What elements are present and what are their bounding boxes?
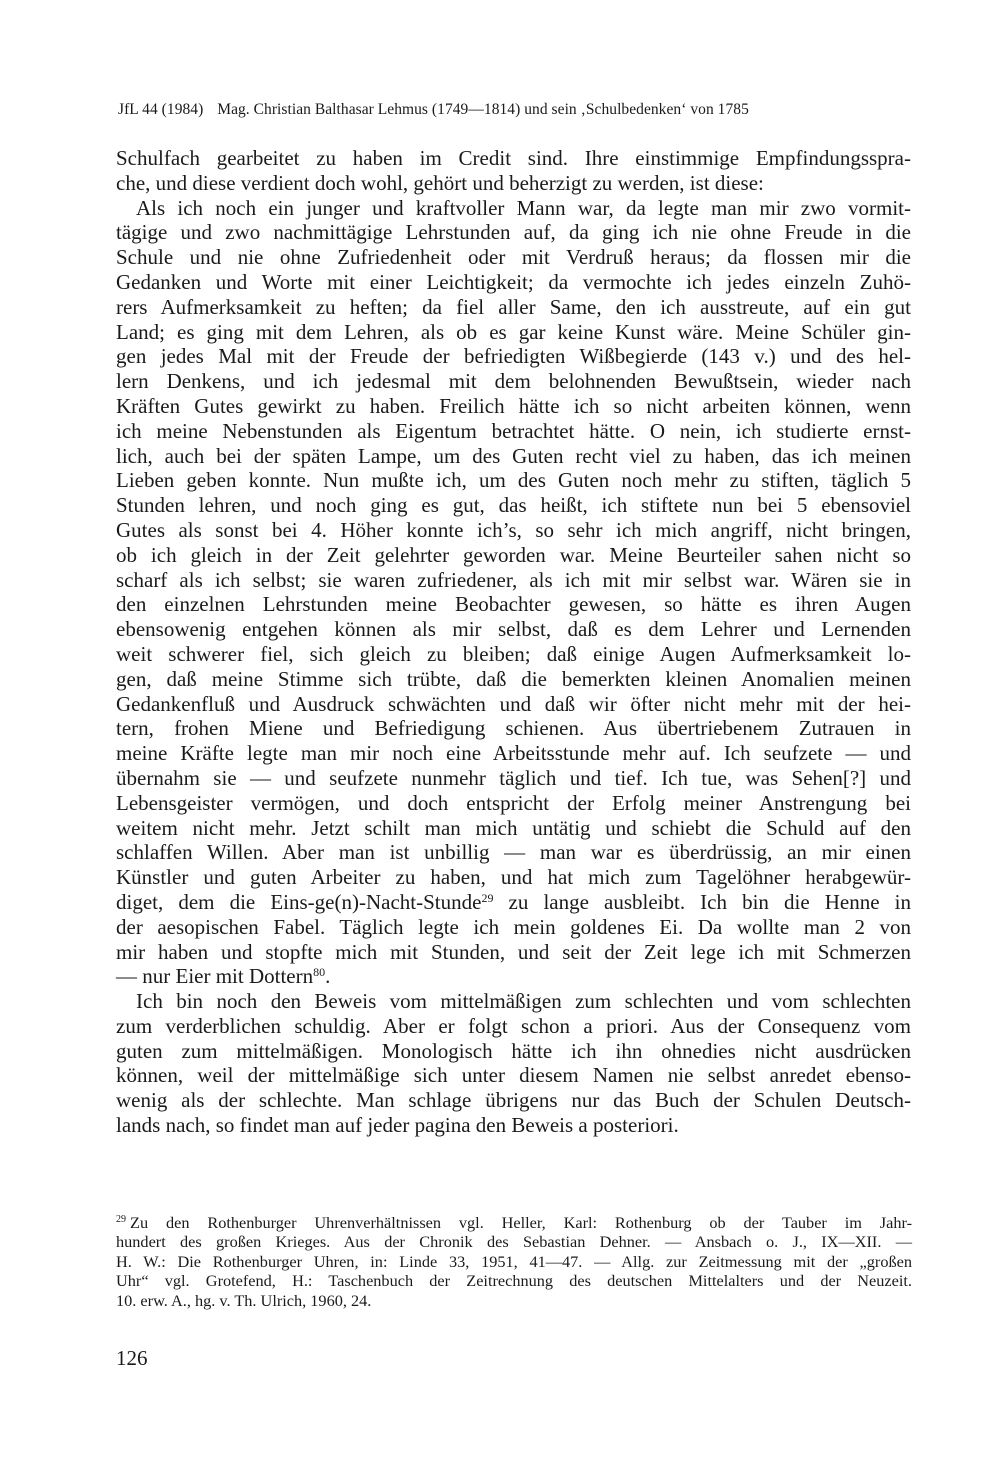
body-line (116, 766, 911, 791)
footnote-number: 29 (116, 1214, 126, 1225)
body-line (116, 245, 911, 270)
body-line (116, 1014, 911, 1039)
footnote-line (116, 1232, 912, 1251)
body-line-text: ebensowenig entgehen können als mir selbst, daß es dem Lehrer und Lernenden (116, 617, 911, 642)
body-line (116, 964, 911, 989)
body-line-text: Als ich noch ein junger und kraftvoller Mann war, da legte man mir zwo vormit- (136, 195, 911, 220)
body-line (116, 667, 911, 692)
body-line (116, 493, 911, 518)
body-line (116, 369, 911, 394)
footnote-line (116, 1213, 912, 1232)
body-line-text: den einzelnen Lehrstunden meine Beobachter gewesen, so hätte es ihren Augen (116, 592, 911, 617)
body-line-text: zum verderblichen schuldig. Aber er folgt schon a priori. Aus der Consequenz vom (116, 1013, 911, 1038)
body-line (116, 344, 911, 369)
body-line-text: schlaffen Willen. Aber man ist unbillig — man war es überdrüssig, an mir einen (116, 840, 911, 865)
body-line (116, 1063, 911, 1088)
body-line-text: gen jedes Mal mit der Freude der befriedigten Wißbegierde (143 v.) und des hel- (116, 344, 911, 369)
body-line (116, 741, 911, 766)
body-line (116, 444, 911, 469)
body-line-text: weitem nicht mehr. Jetzt schilt man mich untätig und schiebt die Schuld auf den (116, 815, 911, 840)
body-line (116, 890, 911, 915)
body-line (116, 791, 911, 816)
body-line (116, 642, 911, 667)
body-line (116, 716, 911, 741)
body-line (116, 518, 911, 543)
body-line (116, 568, 911, 593)
body-line-text: weit schwerer fiel, sich gleich zu bleiben; daß einige Augen Aufmerksamkeit lo- (116, 641, 911, 666)
body-line-text: lich, auch bei der späten Lampe, um des Guten recht viel zu haben, das ich meinen (116, 443, 911, 468)
body-line (116, 592, 911, 617)
body-line (116, 915, 911, 940)
running-head (118, 101, 912, 119)
body-line-text: meine Kräfte legte man mir noch eine Arbeitsstunde mehr auf. Ich seufzete — und (116, 741, 911, 766)
footnote-line (116, 1271, 912, 1290)
body-line-text: tern, frohen Miene und Befriedigung schienen. Aus übertriebenem Zutrauen in (116, 716, 911, 741)
footnote-line (116, 1291, 912, 1310)
body-line-text: Lebensgeister vermögen, und doch entspricht der Erfolg meiner Anstrengung bei (116, 790, 911, 815)
body-line-text: gen, daß meine Stimme sich trübte, daß die bemerkten kleinen Anomalien meinen (116, 666, 911, 691)
body-line-text: diget, dem die Eins-ge(n)-Nacht-Stunde (116, 889, 482, 914)
body-line-text: — nur Eier mit Dottern (116, 964, 314, 989)
running-head-title: Mag. Christian Balthasar Lehmus (1749—1814) und sein ‚Schulbedenken‘ von 1785 (217, 101, 749, 118)
footnotes (116, 1213, 912, 1310)
body-line-text: können, weil der mittelmäßige sich unter diesem Namen nie selbst anredet ebenso- (116, 1063, 911, 1088)
body-line (116, 816, 911, 841)
page-number: 126 (116, 1346, 148, 1370)
body-line (116, 940, 911, 965)
body-line-text: Künstler und guten Arbeiter zu haben, und hat mich zum Tagelöhner herabgewür- (116, 865, 911, 890)
body-line (116, 171, 911, 196)
body-line-text: Gedanken und Worte mit einer Leichtigkeit; da vermochte ich jedes einzeln Zuhö- (116, 269, 911, 294)
running-head-journal: JfL 44 (1984) (118, 101, 204, 118)
footnote-line-text: 10. erw. A., hg. v. Th. Ulrich, 1960, 24. (116, 1290, 372, 1310)
body-line-text: Gutes als sonst bei 4. Höher konnte ich’s, so sehr ich mich angriff, nicht bringen, (116, 517, 911, 542)
body-line (116, 840, 911, 865)
body-line (116, 196, 911, 221)
body-line (116, 394, 911, 419)
body-line-text-after: zu lange ausbleibt. Ich bin die Henne in (493, 889, 911, 914)
body-line-text: tägige und zwo nachmittägige Lehrstunden auf, da ging ich nie ohne Freude in die (116, 220, 911, 245)
footnote-line-text: hundert des großen Krieges. Aus der Chronik des Sebastian Dehner. — Ansbach o. J., IX—XII. — (116, 1232, 912, 1252)
footnote-marker[interactable]: 29 (481, 890, 494, 905)
body-line-text: guten zum mittelmäßigen. Monologisch hätte ich ihn ohnedies nicht ausdrücken (116, 1038, 911, 1063)
body-line-text: lern Denkens, und ich jedesmal mit dem belohnenden Bewußtsein, wieder nach (116, 369, 911, 394)
body-line (116, 543, 911, 568)
body-line-text: wenig als der schlechte. Man schlage übrigens nur das Buch der Schulen Deutsch- (116, 1088, 911, 1113)
body-line-text: übernahm sie — und seufzete nunmehr täglich und tief. Ich tue, was Sehen[?] und (116, 765, 911, 790)
body-line (116, 1039, 911, 1064)
body-line-text: Schulfach gearbeitet zu haben im Credit sind. Ihre einstimmige Empfindungsspra- (116, 146, 911, 170)
body-line-text: Ich bin noch den Beweis vom mittelmäßigen zum schlechten und vom schlechten (136, 989, 911, 1014)
body-line (116, 1113, 911, 1138)
footnote-marker[interactable]: 80 (313, 965, 326, 980)
body-line (116, 419, 911, 444)
body-line-text: der aesopischen Fabel. Täglich legte ich mein goldenes Ei. Da wollte man 2 von (116, 914, 911, 939)
body-line (116, 220, 911, 245)
body-line (116, 1088, 911, 1113)
body-line-text: Lieben geben konnte. Nun mußte ich, um des Guten noch mehr zu stiften, täglich 5 (116, 468, 911, 493)
body-line-text: lands nach, so findet man auf jeder pagina den Beweis a posteriori. (116, 1113, 679, 1138)
body-line (116, 468, 911, 493)
body-line-text: Kräften Gutes gewirkt zu haben. Freilich hätte ich so nicht arbeiten können, wenn (116, 393, 911, 418)
body-line (116, 270, 911, 295)
body-line (116, 865, 911, 890)
body-line-text-after: . (325, 964, 331, 989)
body-line-text: ich meine Nebenstunden als Eigentum betrachtet hätte. O nein, ich studierte ernst- (116, 418, 911, 443)
body-line-text: mir haben und stopfte mich mit Stunden, und seit der Zeit lege ich mit Schmerzen (116, 939, 911, 964)
footnote-line-text: Uhr“ vgl. Grotefend, H.: Taschenbuch der Zeitrechnung des deutschen Mittelalters und der Neuzeit. (116, 1271, 912, 1291)
body-line (116, 989, 911, 1014)
body-line-text: Stunden lehren, und noch ging es gut, das heißt, ich stiftete nun bei 5 ebensoviel (116, 493, 911, 518)
footnote-line (116, 1252, 912, 1271)
body-line (116, 617, 911, 642)
footnote-line-text: Zu den Rothenburger Uhrenverhältnissen vgl. Heller, Karl: Rothenburg ob der Tauber im Jahr- (130, 1213, 912, 1232)
body-line-text: Gedankenfluß und Ausdruck schwächten und daß wir öfter nicht mehr mit der hei- (116, 691, 911, 716)
body-line (116, 320, 911, 345)
body-line-text: che, und diese verdient doch wohl, gehört und beherzigt zu werden, ist diese: (116, 170, 764, 195)
body-line (116, 692, 911, 717)
body-line (116, 295, 911, 320)
body-line-text: ob ich gleich in der Zeit gelehrter geworden war. Meine Beurteiler sahen nicht so (116, 542, 911, 567)
body-line-text: Schule und nie ohne Zufriedenheit oder mit Verdruß heraus; da flossen mir die (116, 245, 911, 270)
body-text (116, 146, 911, 1138)
body-line-text: rers Aufmerksamkeit zu heften; da fiel aller Same, den ich ausstreute, auf ein gut (116, 294, 911, 319)
footnote-line-text: H. W.: Die Rothenburger Uhren, in: Linde 33, 1951, 41—47. — Allg. zur Zeitmessung mit der „großen (116, 1251, 912, 1271)
body-line (116, 146, 911, 171)
body-line-text: scharf als ich selbst; sie waren zufriedener, als ich mit mir selbst war. Wären sie in (116, 567, 911, 592)
body-line-text: Land; es ging mit dem Lehren, als ob es gar keine Kunst wäre. Meine Schüler gin- (116, 319, 911, 344)
